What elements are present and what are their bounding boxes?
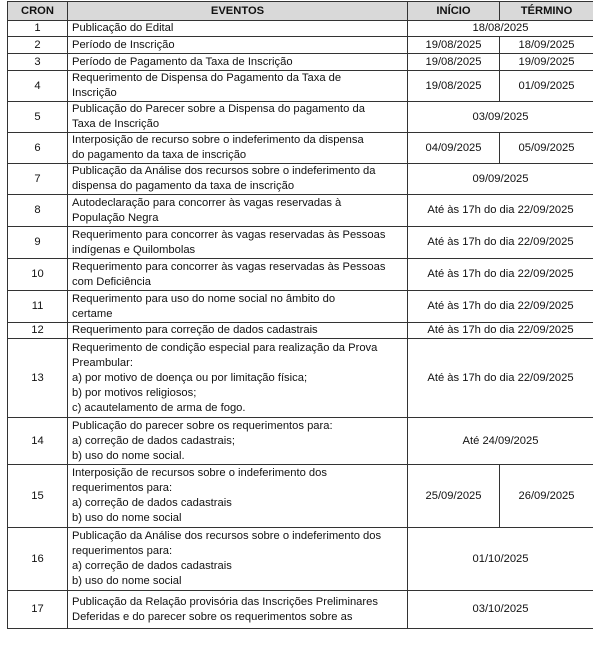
event-line: Requerimento para correção de dados cadastrais bbox=[72, 324, 318, 336]
event-line: Requerimento de Dispensa do Pagamento da Taxa de bbox=[72, 72, 342, 84]
table-row bbox=[8, 528, 594, 591]
event-line: Deferidas e do parecer sobre os requerimentos sobre as bbox=[72, 610, 353, 623]
event-line: c) acautelamento de arma de fogo. bbox=[72, 401, 246, 414]
event-description bbox=[68, 164, 408, 195]
event-line: b) por motivos religiosos; bbox=[72, 386, 197, 399]
event-date: Até às 17h do dia 22/09/2025 bbox=[408, 339, 594, 418]
event-line: Autodeclaração para concorrer às vagas reservadas à bbox=[72, 196, 342, 209]
event-line: Interposição de recurso sobre o indeferimento da dispensa bbox=[72, 134, 364, 146]
event-date: Até às 17h do dia 22/09/2025 bbox=[408, 323, 594, 339]
cron-number: 3 bbox=[8, 54, 68, 71]
end-date: 05/09/2025 bbox=[500, 133, 594, 164]
cron-number: 10 bbox=[8, 259, 68, 291]
event-line: a) correção de dados cadastrais bbox=[72, 560, 232, 572]
cron-number: 12 bbox=[8, 323, 68, 339]
start-date: 19/08/2025 bbox=[408, 54, 500, 71]
event-description bbox=[68, 291, 408, 323]
end-date: 19/09/2025 bbox=[500, 54, 594, 71]
event-description bbox=[68, 71, 408, 102]
event-line: certame bbox=[72, 307, 113, 320]
table-row bbox=[8, 71, 594, 102]
event-line: Publicação do Edital bbox=[72, 22, 174, 34]
header-termino: TÉRMINO bbox=[500, 2, 594, 21]
cron-number: 2 bbox=[8, 37, 68, 54]
event-date: 18/08/2025 bbox=[408, 21, 594, 37]
table-row bbox=[8, 465, 594, 528]
table-row bbox=[8, 164, 594, 195]
event-line: do pagamento da taxa de inscrição bbox=[72, 149, 247, 161]
event-line: Período de Pagamento da Taxa de Inscrição bbox=[72, 55, 293, 68]
table-row bbox=[8, 339, 594, 418]
event-line: b) uso do nome social. bbox=[72, 449, 185, 462]
event-date: 03/10/2025 bbox=[408, 591, 594, 629]
cron-number: 11 bbox=[8, 291, 68, 323]
event-date: 09/09/2025 bbox=[408, 164, 594, 195]
start-date: 19/08/2025 bbox=[408, 71, 500, 102]
event-description bbox=[68, 54, 408, 71]
cron-number: 6 bbox=[8, 133, 68, 164]
event-description bbox=[68, 37, 408, 54]
cron-number: 1 bbox=[8, 21, 68, 37]
event-description bbox=[68, 591, 408, 629]
cron-number: 7 bbox=[8, 164, 68, 195]
cron-number: 16 bbox=[8, 528, 68, 591]
table-row bbox=[8, 259, 594, 291]
event-line: Inscrição bbox=[72, 87, 117, 99]
event-line: indígenas e Quilombolas bbox=[72, 243, 196, 256]
event-date: 01/10/2025 bbox=[408, 528, 594, 591]
event-description bbox=[68, 418, 408, 465]
event-line: a) correção de dados cadastrais; bbox=[72, 434, 235, 447]
event-date: 03/09/2025 bbox=[408, 102, 594, 133]
event-description bbox=[68, 227, 408, 259]
event-line: Requerimento para concorrer às vagas reservadas às Pessoas bbox=[72, 228, 386, 241]
cron-number: 13 bbox=[8, 339, 68, 418]
event-line: Interposição de recursos sobre o indeferimento dos bbox=[72, 467, 327, 479]
table-row bbox=[8, 54, 594, 71]
cron-number: 4 bbox=[8, 71, 68, 102]
table-header-row bbox=[8, 2, 594, 21]
event-line: Taxa de Inscrição bbox=[72, 118, 160, 130]
event-line: Requerimento para concorrer às vagas reservadas às Pessoas bbox=[72, 260, 386, 273]
cron-number: 15 bbox=[8, 465, 68, 528]
schedule-table bbox=[7, 1, 593, 629]
cron-number: 17 bbox=[8, 591, 68, 629]
event-line: Requerimento de condição especial para realização da Prova bbox=[72, 341, 378, 354]
event-description bbox=[68, 21, 408, 37]
table-row bbox=[8, 102, 594, 133]
start-date: 04/09/2025 bbox=[408, 133, 500, 164]
table-row bbox=[8, 323, 594, 339]
event-description bbox=[68, 195, 408, 227]
event-date: Até às 17h do dia 22/09/2025 bbox=[408, 259, 594, 291]
table-row bbox=[8, 133, 594, 164]
event-description bbox=[68, 339, 408, 418]
end-date: 18/09/2025 bbox=[500, 37, 594, 54]
event-date: Até às 17h do dia 22/09/2025 bbox=[408, 227, 594, 259]
table-row bbox=[8, 591, 594, 629]
event-line: dispensa do pagamento da taxa de inscrição bbox=[72, 180, 295, 192]
end-date: 26/09/2025 bbox=[500, 465, 594, 528]
event-line: População Negra bbox=[72, 211, 159, 224]
event-description bbox=[68, 323, 408, 339]
cron-number: 14 bbox=[8, 418, 68, 465]
table-row bbox=[8, 291, 594, 323]
event-line: b) uso do nome social bbox=[72, 575, 182, 587]
event-description bbox=[68, 102, 408, 133]
schedule-table-container bbox=[7, 1, 593, 647]
table-row bbox=[8, 21, 594, 37]
event-line: Publicação da Análise dos recursos sobre o indeferimento da bbox=[72, 165, 376, 177]
start-date: 25/09/2025 bbox=[408, 465, 500, 528]
table-row bbox=[8, 227, 594, 259]
event-line: Publicação do Parecer sobre a Dispensa do pagamento da bbox=[72, 103, 365, 115]
table-row bbox=[8, 418, 594, 465]
event-line: Publicação da Relação provisória das Inscrições Preliminares bbox=[72, 595, 378, 608]
header-eventos: EVENTOS bbox=[68, 2, 408, 21]
event-line: Período de Inscrição bbox=[72, 38, 175, 51]
header-inicio: INÍCIO bbox=[408, 2, 500, 21]
event-line: com Deficiência bbox=[72, 275, 151, 288]
event-line: Publicação da Análise dos recursos sobre o indeferimento dos bbox=[72, 530, 382, 542]
event-line: b) uso do nome social bbox=[72, 512, 182, 524]
event-description bbox=[68, 259, 408, 291]
event-line: Preambular: bbox=[72, 356, 133, 369]
event-date: Até às 17h do dia 22/09/2025 bbox=[408, 195, 594, 227]
event-line: a) por motivo de doença ou por limitação física; bbox=[72, 371, 308, 384]
event-line: requerimentos para: bbox=[72, 545, 173, 557]
start-date: 19/08/2025 bbox=[408, 37, 500, 54]
event-line: Requerimento para uso do nome social no âmbito do bbox=[72, 292, 336, 305]
event-description bbox=[68, 133, 408, 164]
event-line: requerimentos para: bbox=[72, 482, 173, 494]
cron-number: 9 bbox=[8, 227, 68, 259]
header-cron: CRON bbox=[8, 2, 68, 21]
table-row bbox=[8, 37, 594, 54]
event-line: Publicação do parecer sobre os requerimentos para: bbox=[72, 419, 333, 432]
event-line: a) correção de dados cadastrais bbox=[72, 497, 232, 509]
event-date: Até 24/09/2025 bbox=[408, 418, 594, 465]
end-date: 01/09/2025 bbox=[500, 71, 594, 102]
event-description bbox=[68, 528, 408, 591]
table-row bbox=[8, 195, 594, 227]
cron-number: 5 bbox=[8, 102, 68, 133]
event-description bbox=[68, 465, 408, 528]
event-date: Até às 17h do dia 22/09/2025 bbox=[408, 291, 594, 323]
table-body bbox=[8, 21, 594, 629]
cron-number: 8 bbox=[8, 195, 68, 227]
